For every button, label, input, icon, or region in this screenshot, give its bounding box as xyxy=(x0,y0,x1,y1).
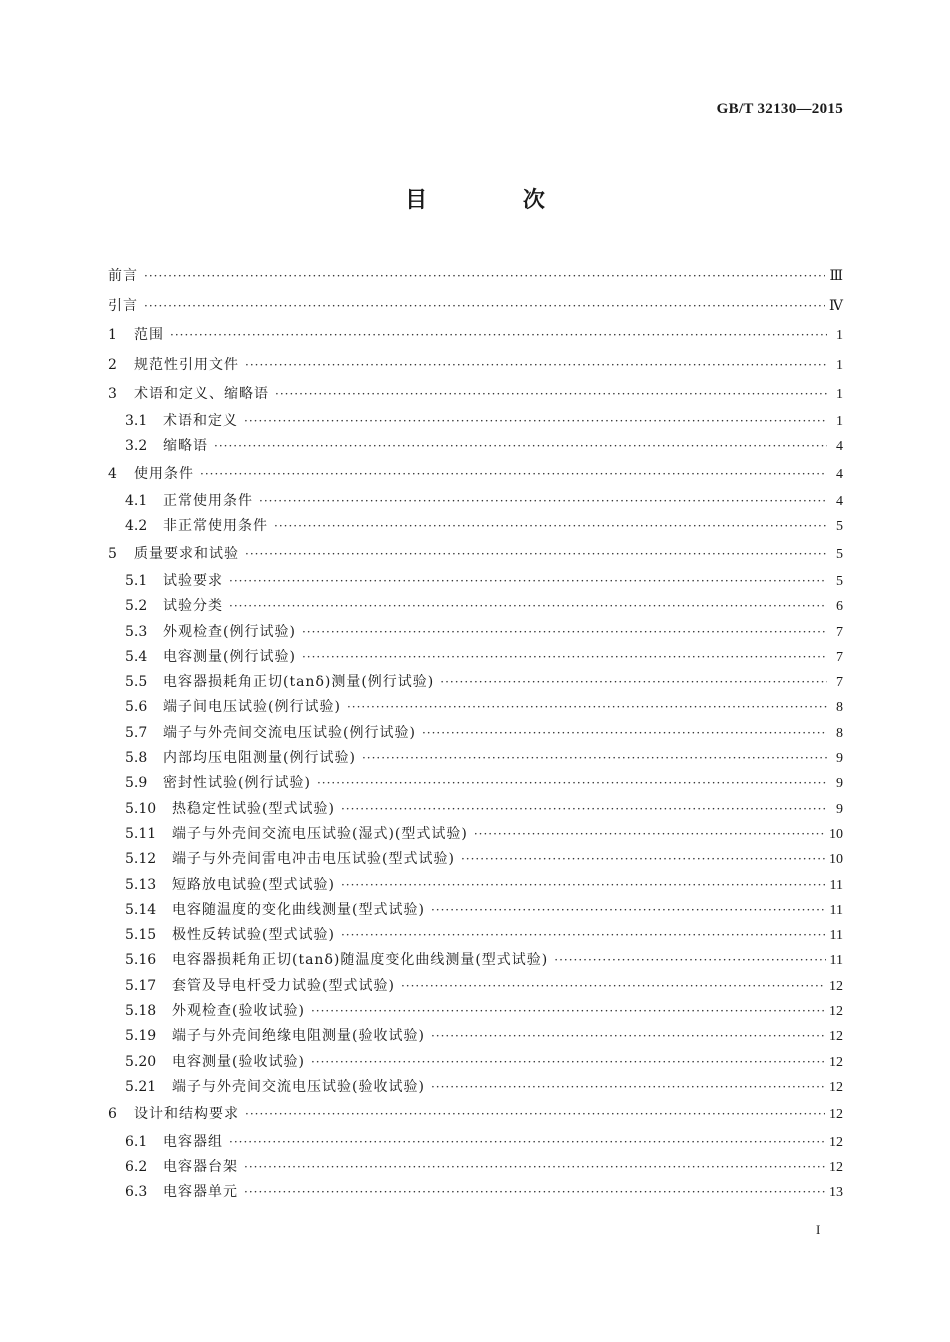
toc-entry-number: 5.20 xyxy=(125,1053,157,1070)
toc-entry-page: 7 xyxy=(836,624,843,640)
toc-entry-label: 缩略语 xyxy=(163,438,208,455)
toc-entry-label: 引言 xyxy=(108,298,138,314)
toc-entry-label: 内部均压电阻测量(例行试验) xyxy=(163,750,356,767)
toc-entry-number: 5.13 xyxy=(125,876,157,893)
toc-entry-page: 4 xyxy=(836,439,843,455)
toc-dot-leader xyxy=(431,1024,825,1049)
toc-entry-number: 2 xyxy=(108,356,117,373)
toc-entry-label: 试验要求 xyxy=(163,572,223,589)
toc-dot-leader xyxy=(200,460,827,489)
toc-entry-page: 10 xyxy=(829,852,843,868)
toc-entry-label: 术语和定义 xyxy=(163,413,238,430)
toc-entry[interactable] xyxy=(108,540,843,569)
toc-dot-leader xyxy=(274,514,827,539)
toc-entry[interactable] xyxy=(108,923,843,948)
toc-entry[interactable] xyxy=(108,898,843,923)
toc-entry-number: 3.1 xyxy=(125,413,148,430)
toc-entry-page: 11 xyxy=(829,877,843,893)
toc-entry[interactable] xyxy=(108,1050,843,1075)
toc-entry-label: 电容随温度的变化曲线测量(型式试验) xyxy=(172,901,425,918)
toc-entry-label: 端子与外壳间绝缘电阻测量(验收试验) xyxy=(172,1028,425,1045)
toc-entry-label: 电容器组 xyxy=(163,1133,223,1150)
toc-entry-label: 术语和定义、缩略语 xyxy=(134,385,269,402)
toc-entry-page: 1 xyxy=(836,357,843,373)
toc-entry[interactable] xyxy=(108,999,843,1024)
toc-entry-number: 5.8 xyxy=(125,750,148,767)
toc-dot-leader xyxy=(431,1075,825,1100)
toc-dot-leader xyxy=(244,1180,825,1205)
toc-entry-page: 7 xyxy=(836,675,843,691)
toc-entry-page: 4 xyxy=(836,466,843,482)
toc-dot-leader xyxy=(229,594,827,619)
toc-entry[interactable] xyxy=(108,409,843,434)
toc-entry[interactable] xyxy=(108,1100,843,1129)
toc-dot-leader xyxy=(311,1050,825,1075)
toc-dot-leader xyxy=(431,898,826,923)
toc-dot-leader xyxy=(229,1130,825,1155)
toc-entry-label: 端子与外壳间交流电压试验(湿式)(型式试验) xyxy=(172,825,468,842)
toc-entry-page: 11 xyxy=(829,928,843,944)
toc-entry-number: 6 xyxy=(108,1106,117,1123)
toc-entry-number: 5.18 xyxy=(125,1003,157,1020)
toc-entry-number: 1 xyxy=(108,327,117,344)
toc-entry-label: 热稳定性试验(型式试验) xyxy=(172,800,335,817)
toc-entry-page: Ⅳ xyxy=(829,299,843,314)
toc-entry-page: 11 xyxy=(829,902,843,918)
toc-entry-label: 外观检查(验收试验) xyxy=(172,1003,305,1020)
toc-dot-leader xyxy=(259,489,827,514)
toc-entry[interactable] xyxy=(108,321,843,350)
toc-entry[interactable] xyxy=(108,948,843,973)
toc-dot-leader xyxy=(341,873,826,898)
toc-entry-page: 12 xyxy=(829,1079,843,1095)
toc-dot-leader xyxy=(170,321,827,350)
toc-entry-number: 5.3 xyxy=(125,623,148,640)
toc-entry-number: 3 xyxy=(108,385,117,402)
toc-entry-label: 密封性试验(例行试验) xyxy=(163,775,311,792)
toc-entry-label: 端子与外壳间交流电压试验(验收试验) xyxy=(172,1078,425,1095)
toc-entry-page: 12 xyxy=(829,1054,843,1070)
toc-entry[interactable] xyxy=(108,594,843,619)
toc-entry-number: 5.9 xyxy=(125,775,148,792)
toc-entry-number: 5.15 xyxy=(125,927,157,944)
toc-entry-label: 电容器单元 xyxy=(163,1184,238,1201)
toc-entry-number: 5.16 xyxy=(125,952,157,969)
toc-entry-number: 5.11 xyxy=(125,825,157,842)
toc-entry[interactable] xyxy=(108,292,843,321)
toc-dot-leader xyxy=(144,262,825,291)
toc-entry[interactable] xyxy=(108,460,843,489)
toc-entry[interactable] xyxy=(108,351,843,380)
toc-entry-label: 外观检查(例行试验) xyxy=(163,623,296,640)
toc-entry[interactable] xyxy=(108,514,843,539)
toc-entry-number: 3.2 xyxy=(125,438,148,455)
toc-entry[interactable] xyxy=(108,1024,843,1049)
toc-dot-leader xyxy=(401,974,825,999)
toc-dot-leader xyxy=(144,292,825,321)
toc-entry[interactable] xyxy=(108,1180,843,1205)
page-folio: I xyxy=(816,1222,821,1237)
toc-dot-leader xyxy=(275,380,827,409)
toc-dot-leader xyxy=(440,670,827,695)
toc-entry-page: 5 xyxy=(836,573,843,589)
toc-entry-number: 4.1 xyxy=(125,493,148,510)
toc-entry-number: 5.14 xyxy=(125,901,157,918)
toc-entry-label: 短路放电试验(型式试验) xyxy=(172,876,335,893)
toc-entry-page: 1 xyxy=(836,386,843,402)
toc-entry-page: 8 xyxy=(836,700,843,716)
toc-entry-page: 8 xyxy=(836,725,843,741)
toc-dot-leader xyxy=(245,540,827,569)
toc-entry-page: 11 xyxy=(829,953,843,969)
toc-dot-leader xyxy=(317,771,827,796)
toc-dot-leader xyxy=(245,351,827,380)
toc-entry[interactable] xyxy=(108,489,843,514)
toc-entry-page: 7 xyxy=(836,649,843,665)
toc-entry-number: 5.6 xyxy=(125,699,148,716)
toc-dot-leader xyxy=(302,620,827,645)
toc-dot-leader xyxy=(474,822,825,847)
toc-entry[interactable] xyxy=(108,974,843,999)
toc-entry-number: 6.3 xyxy=(125,1184,148,1201)
toc-entry-label: 套管及导电杆受力试验(型式试验) xyxy=(172,977,395,994)
toc-entry[interactable] xyxy=(108,262,843,292)
toc-entry[interactable] xyxy=(108,721,843,746)
toc-entry-number: 5.12 xyxy=(125,851,157,868)
toc-entry-label: 质量要求和试验 xyxy=(134,545,239,562)
toc-entry-page: 10 xyxy=(829,826,843,842)
page-title: 目 次 xyxy=(405,187,589,213)
toc-entry-page: 12 xyxy=(829,1134,843,1150)
toc-entry[interactable] xyxy=(108,380,843,409)
toc-entry-page: Ⅲ xyxy=(829,269,843,284)
toc-entry-page: 1 xyxy=(836,328,843,344)
toc-entry[interactable] xyxy=(108,695,843,720)
toc-entry-page: 13 xyxy=(829,1185,843,1201)
toc-entry-page: 12 xyxy=(829,1107,843,1123)
toc-entry-label: 电容测量(验收试验) xyxy=(172,1053,305,1070)
toc-entry-label: 电容器损耗角正切(tanδ)测量(例行试验) xyxy=(163,674,435,691)
toc-entry-number: 4.2 xyxy=(125,518,148,535)
toc-entry-number: 5.19 xyxy=(125,1028,157,1045)
toc-entry-page: 1 xyxy=(836,414,843,430)
toc-entry-number: 4 xyxy=(108,465,117,482)
toc-entry-page: 12 xyxy=(829,1004,843,1020)
toc-entry-label: 前言 xyxy=(108,268,138,284)
toc-entry-page: 5 xyxy=(836,546,843,562)
toc-entry-label: 范围 xyxy=(134,327,164,344)
toc-entry-label: 正常使用条件 xyxy=(163,493,253,510)
toc-entry[interactable] xyxy=(108,847,843,872)
toc-entry[interactable] xyxy=(108,620,843,645)
toc-dot-leader xyxy=(245,1100,825,1129)
toc-entry[interactable] xyxy=(108,873,843,898)
toc-entry[interactable] xyxy=(108,1155,843,1180)
table-of-contents xyxy=(108,262,843,1205)
toc-entry-number: 5.17 xyxy=(125,977,157,994)
toc-entry[interactable] xyxy=(108,434,843,459)
toc-entry-page: 9 xyxy=(836,776,843,792)
toc-dot-leader xyxy=(554,948,825,973)
toc-entry-number: 5.4 xyxy=(125,648,148,665)
standard-code: GB/T 32130—2015 xyxy=(716,101,843,117)
toc-entry-label: 端子与外壳间交流电压试验(例行试验) xyxy=(163,724,416,741)
toc-entry-label: 设计和结构要求 xyxy=(134,1106,239,1123)
toc-entry-page: 9 xyxy=(836,801,843,817)
toc-dot-leader xyxy=(341,923,826,948)
toc-entry-number: 5.10 xyxy=(125,800,157,817)
toc-entry-label: 端子间电压试验(例行试验) xyxy=(163,699,341,716)
toc-entry-label: 电容测量(例行试验) xyxy=(163,648,296,665)
toc-dot-leader xyxy=(229,569,827,594)
toc-entry[interactable] xyxy=(108,1075,843,1100)
toc-entry-number: 5.1 xyxy=(125,572,148,589)
toc-entry[interactable] xyxy=(108,822,843,847)
toc-entry-label: 使用条件 xyxy=(134,465,194,482)
toc-entry[interactable] xyxy=(108,746,843,771)
toc-dot-leader xyxy=(461,847,825,872)
toc-dot-leader xyxy=(341,797,827,822)
toc-dot-leader xyxy=(362,746,827,771)
toc-dot-leader xyxy=(347,695,827,720)
toc-entry[interactable] xyxy=(108,1130,843,1155)
toc-dot-leader xyxy=(244,1155,825,1180)
toc-entry-number: 5.21 xyxy=(125,1078,157,1095)
toc-entry-number: 6.2 xyxy=(125,1158,148,1175)
toc-dot-leader xyxy=(311,999,825,1024)
toc-entry[interactable] xyxy=(108,771,843,796)
toc-entry-label: 电容器损耗角正切(tanδ)随温度变化曲线测量(型式试验) xyxy=(172,952,549,969)
toc-entry-label: 极性反转试验(型式试验) xyxy=(172,927,335,944)
toc-entry-page: 4 xyxy=(836,494,843,510)
toc-entry-number: 6.1 xyxy=(125,1133,148,1150)
toc-entry-label: 端子与外壳间雷电冲击电压试验(型式试验) xyxy=(172,851,455,868)
toc-entry-page: 9 xyxy=(836,751,843,767)
toc-entry-page: 12 xyxy=(829,1159,843,1175)
toc-entry[interactable] xyxy=(108,569,843,594)
toc-dot-leader xyxy=(244,409,827,434)
toc-entry-number: 5 xyxy=(108,545,117,562)
toc-entry[interactable] xyxy=(108,645,843,670)
toc-entry-page: 12 xyxy=(829,1029,843,1045)
toc-entry-number: 5.2 xyxy=(125,598,148,615)
toc-entry[interactable] xyxy=(108,670,843,695)
toc-entry-label: 试验分类 xyxy=(163,598,223,615)
toc-entry-label: 规范性引用文件 xyxy=(134,356,239,373)
toc-entry[interactable] xyxy=(108,797,843,822)
toc-entry-number: 5.7 xyxy=(125,724,148,741)
toc-entry-number: 5.5 xyxy=(125,674,148,691)
toc-dot-leader xyxy=(302,645,827,670)
toc-dot-leader xyxy=(214,434,827,459)
toc-entry-label: 电容器台架 xyxy=(163,1158,238,1175)
toc-entry-label: 非正常使用条件 xyxy=(163,518,268,535)
toc-entry-page: 5 xyxy=(836,519,843,535)
toc-entry-page: 6 xyxy=(836,599,843,615)
toc-dot-leader xyxy=(422,721,827,746)
toc-entry-page: 12 xyxy=(829,978,843,994)
